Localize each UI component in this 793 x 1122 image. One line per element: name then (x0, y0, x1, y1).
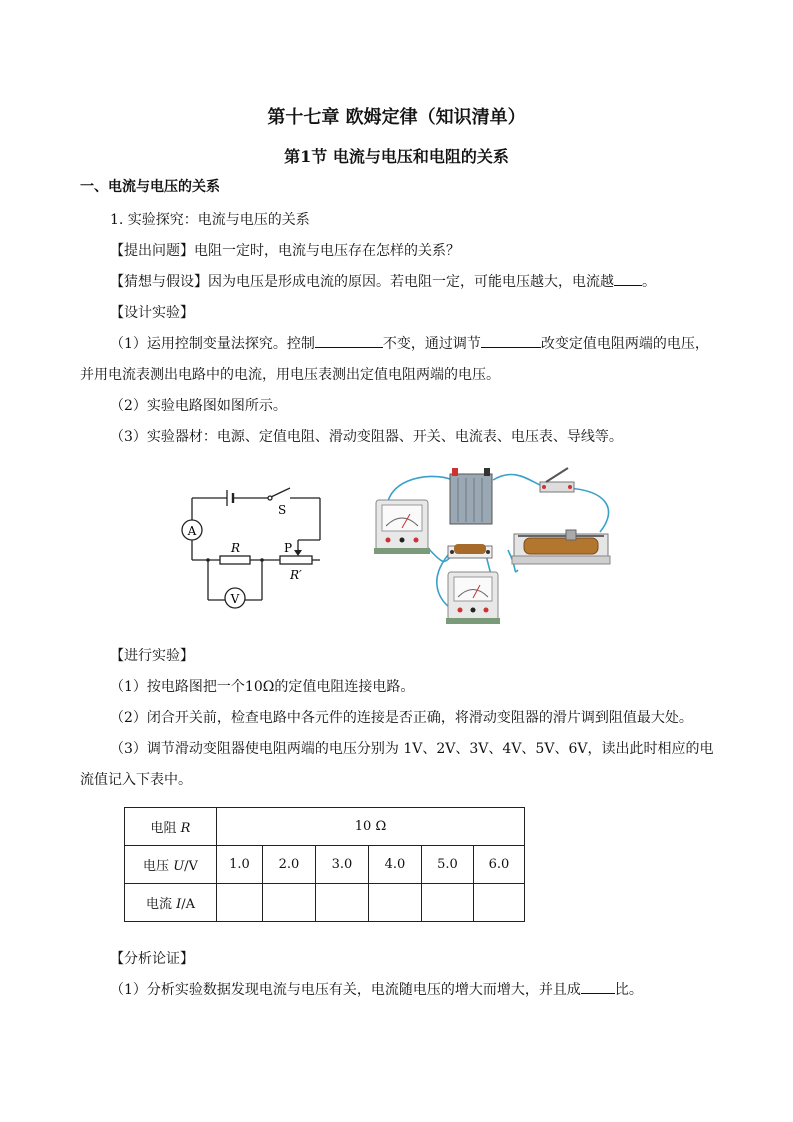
battery-box-icon (450, 468, 492, 524)
voltage-cell: 4.0 (369, 846, 422, 884)
bottom-meter-icon (446, 572, 500, 624)
knife-switch-icon (540, 468, 574, 492)
hypothesis (110, 271, 656, 291)
voltmeter-label: V (230, 592, 240, 606)
section-title: 第1节 电流与电压和电阻的关系 (284, 147, 509, 166)
row-label-resistance: 电阻 R (125, 808, 217, 846)
raise-question (110, 240, 460, 260)
design-step-1-a: （1）运用控制变量法探究。控制 (110, 336, 315, 352)
design-step-3: （3）实验器材：电源、定值电阻、滑动变阻器、开关、电流表、电压表、导线等。 (110, 429, 623, 445)
analysis-step-1-a: （1）分析实验数据发现电流与电压有关，电流随电压的增大而增大，并且成 (110, 982, 581, 998)
rheostat-label: R′ (290, 568, 302, 582)
design-tag: 【设计实验】 (110, 305, 194, 321)
table-row (125, 846, 525, 884)
hypothesis-end: 。 (642, 274, 656, 290)
switch-label: S (278, 503, 287, 517)
analysis-step-1-b: 比。 (614, 982, 643, 998)
voltage-cell: 3.0 (316, 846, 369, 884)
conduct-step-1: （1）按电路图把一个10Ω的定值电阻连接电路。 (110, 679, 415, 695)
fixed-resistor-icon (448, 544, 492, 558)
raise-question-tag: 【提出问题】 (110, 243, 194, 259)
analysis-step-1 (110, 979, 643, 999)
item-1: 1. 实验探究：电流与电压的关系 (110, 212, 310, 228)
conduct-step-2: （2）闭合开关前，检查电路中各元件的连接是否正确，将滑动变阻器的滑片调到阻值最大处。 (110, 710, 693, 726)
circuit-diagram (170, 480, 340, 615)
analysis-tag: 【分析论证】 (110, 951, 194, 967)
voltage-cell: 5.0 (422, 846, 474, 884)
blank-1[interactable] (614, 271, 642, 286)
current-cell[interactable] (369, 884, 422, 922)
apparatus-photo (368, 460, 628, 632)
conduct-step-3: （3）调节滑动变阻器使电阻两端的电压分别为 1V、2V、3V、4V、5V、6V，读出此时相应的电 (110, 741, 714, 757)
conduct-tag: 【进行实验】 (110, 648, 194, 664)
switch-blade (271, 488, 290, 497)
voltage-cell: 1.0 (217, 846, 263, 884)
resistance-value: 10 Ω (217, 808, 525, 846)
current-cell[interactable] (422, 884, 474, 922)
blank-2[interactable] (315, 333, 383, 348)
design-step-2: （2）实验电路图如图所示。 (110, 398, 287, 414)
conduct-step-3-cont: 流值记入下表中。 (80, 772, 192, 788)
row-label-voltage: 电压 U/V (125, 846, 217, 884)
current-cell[interactable] (217, 884, 263, 922)
current-cell[interactable] (474, 884, 525, 922)
hypothesis-text: 因为电压是形成电流的原因。若电阻一定，可能电压越大，电流越 (208, 274, 614, 290)
chapter-title: 第十七章 欧姆定律（知识清单） (267, 107, 526, 128)
rheostat (280, 556, 312, 564)
blank-3[interactable] (481, 333, 541, 348)
voltage-cell: 6.0 (474, 846, 525, 884)
current-cell[interactable] (316, 884, 369, 922)
row-label-current: 电流 I/A (125, 884, 217, 922)
left-meter-icon (374, 500, 430, 554)
table-row (125, 884, 525, 922)
design-step-1 (110, 333, 709, 353)
resistor-R (220, 556, 250, 564)
slide-rheostat-icon (512, 530, 610, 564)
voltage-cell: 2.0 (263, 846, 316, 884)
design-step-1-b: 不变，通过调节 (382, 336, 481, 352)
raise-question-text: 电阻一定时，电流与电压存在怎样的关系？ (194, 243, 460, 259)
table-row (125, 808, 525, 846)
section-heading: 一、电流与电压的关系 (80, 179, 220, 195)
data-table (124, 807, 525, 922)
design-step-1-c: 改变定值电阻两端的电压， (540, 336, 709, 352)
current-cell[interactable] (263, 884, 316, 922)
hypothesis-tag: 【猜想与假设】 (110, 274, 208, 290)
design-step-1-cont: 并用电流表测出电路中的电流，用电压表测出定值电阻两端的电压。 (80, 367, 500, 383)
ammeter-label: A (187, 524, 197, 538)
resistor-label: R (231, 541, 241, 555)
blank-4[interactable] (581, 979, 615, 994)
slider-label: P (284, 541, 293, 555)
